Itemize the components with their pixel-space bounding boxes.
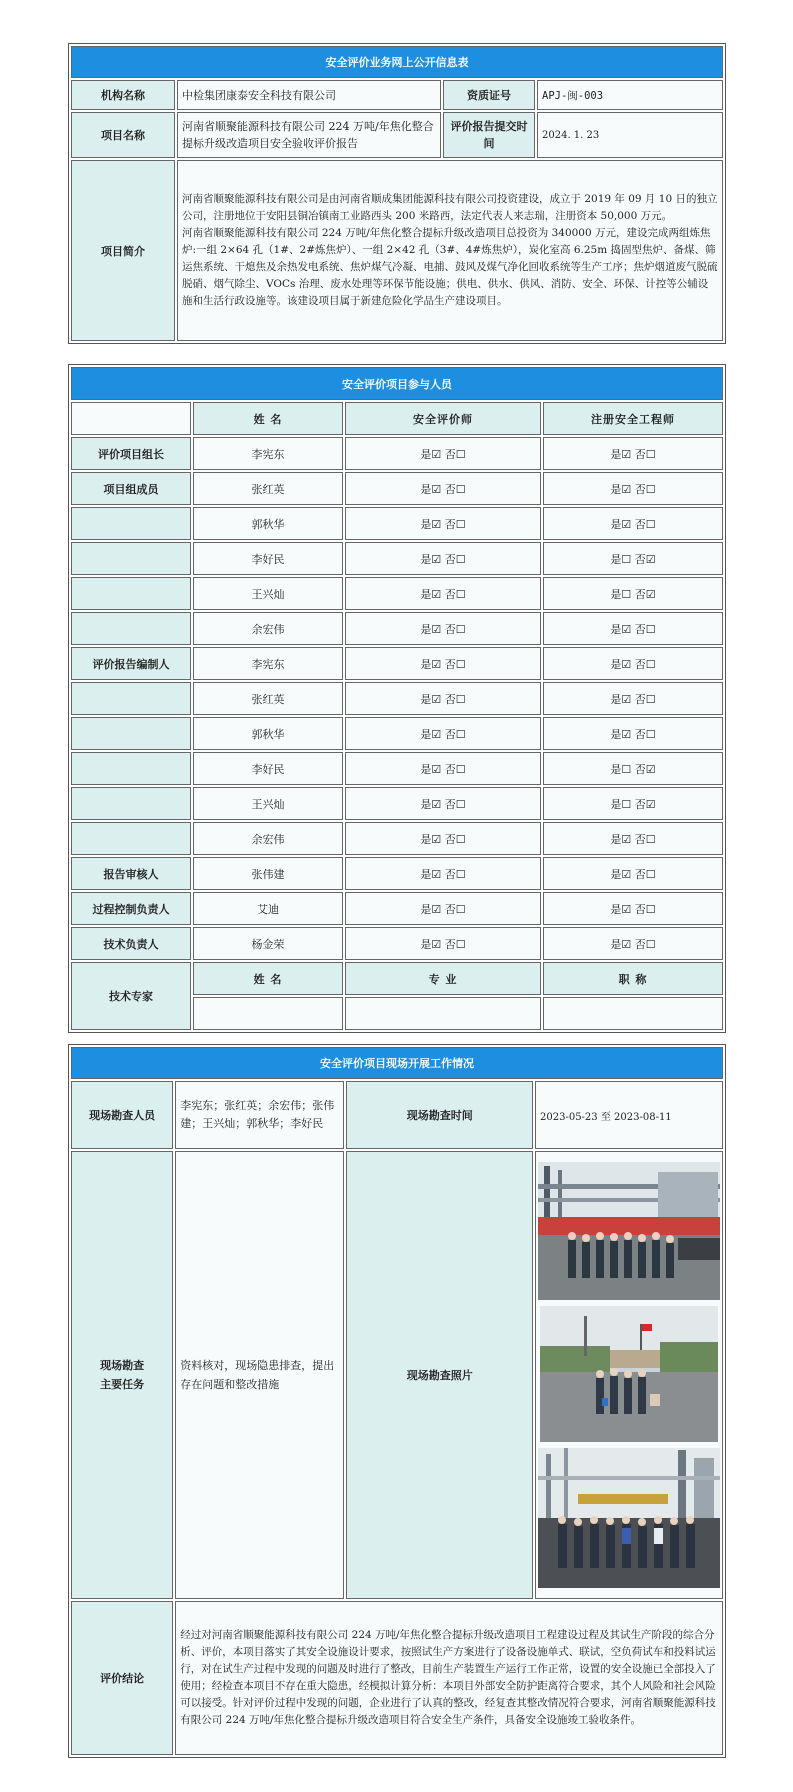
expert-col-title: 职 称 — [543, 962, 723, 995]
staff-name: 张红英 — [193, 472, 343, 505]
staff-row — [71, 472, 723, 505]
staff-engineer-check: 是☑ 否☐ — [543, 437, 723, 470]
staff-row — [71, 437, 723, 470]
staff-row — [71, 892, 723, 925]
staff-row — [71, 647, 723, 680]
expert-col-major: 专 业 — [345, 962, 541, 995]
staff-name: 张伟建 — [193, 857, 343, 890]
staff-table-title: 安全评价项目参与人员 — [71, 367, 723, 400]
staff-name: 郭秋华 — [193, 717, 343, 750]
staff-header-empty — [71, 402, 191, 435]
staff-engineer-check: 是☑ 否☐ — [543, 507, 723, 540]
staff-name: 郭秋华 — [193, 507, 343, 540]
survey-time-value: 2023-05-23 至 2023-08-11 — [535, 1081, 723, 1149]
staff-evaluator-check: 是☑ 否☐ — [345, 507, 541, 540]
staff-row — [71, 857, 723, 890]
staff-role: 报告审核人 — [71, 857, 191, 890]
staff-role: 评价项目组长 — [71, 437, 191, 470]
staff-engineer-check: 是☑ 否☐ — [543, 472, 723, 505]
staff-name: 余宏伟 — [193, 822, 343, 855]
staff-engineer-check: 是☑ 否☐ — [543, 822, 723, 855]
report-time-label: 评价报告提交时间 — [443, 112, 535, 158]
staff-name: 艾迪 — [193, 892, 343, 925]
staff-engineer-check: 是☑ 否☐ — [543, 927, 723, 960]
expert-label: 技术专家 — [71, 962, 191, 1030]
site-photo-2 — [540, 1306, 718, 1442]
photo-cell — [535, 1151, 723, 1599]
staff-name: 杨金荣 — [193, 927, 343, 960]
staff-engineer-check: 是☐ 否☑ — [543, 787, 723, 820]
staff-row — [71, 577, 723, 610]
site-photo-1 — [538, 1162, 720, 1300]
org-value: 中检集团康泰安全科技有限公司 — [177, 80, 441, 110]
staff-row — [71, 752, 723, 785]
staff-evaluator-check: 是☑ 否☐ — [345, 577, 541, 610]
info-table-title: 安全评价业务网上公开信息表 — [71, 46, 723, 78]
staff-engineer-check: 是☑ 否☐ — [543, 682, 723, 715]
staff-evaluator-check: 是☑ 否☐ — [345, 927, 541, 960]
staff-name: 张红英 — [193, 682, 343, 715]
col-evaluator-header: 安全评价师 — [345, 402, 541, 435]
staff-role — [71, 752, 191, 785]
col-engineer-header: 注册安全工程师 — [543, 402, 723, 435]
staff-engineer-check: 是☐ 否☑ — [543, 542, 723, 575]
intro-label: 项目简介 — [71, 160, 175, 341]
cert-label: 资质证号 — [443, 80, 535, 110]
intro-text — [177, 160, 723, 341]
site-photo-3 — [538, 1448, 720, 1588]
staff-row — [71, 787, 723, 820]
col-name-header: 姓 名 — [193, 402, 343, 435]
expert-col-name: 姓 名 — [193, 962, 343, 995]
staff-row — [71, 822, 723, 855]
task-value: 资料核对，现场隐患排查，提出存在问题和整改措施 — [175, 1151, 344, 1599]
staff-evaluator-check: 是☑ 否☐ — [345, 787, 541, 820]
conclusion-value: 经过对河南省顺聚能源科技有限公司 224 万吨/年焦化整合提标升级改造项目工程建设过程及其试生产阶段的综合分析、评价，本项目落实了其安全设施设计要求，按照试生产方案进行了设备设施单式、联试，空负荷试车和投料试运行，对在试生产过程中发现的问题及时进行了整改，目前生产装置生产运行工作正常，设置的安全设施已全部投入了使用；经检查本项目不存在重大隐患，经模拟计算分析：本项目外部安全防护距离符合要求，其个人风险和社会风险可以接受。针对评价过程中发现的问题，企业进行了认真的整改，经复查其整改情况符合要求，河南省顺聚能源科技有限公司 224 万吨/年焦化整合提标升级改造项目符合安全生产条件，具备安全设施竣工验收条件。 — [175, 1601, 723, 1755]
staff-evaluator-check: 是☑ 否☐ — [345, 472, 541, 505]
report-time-value: 2024. 1. 23 — [537, 112, 723, 158]
staff-evaluator-check: 是☑ 否☐ — [345, 857, 541, 890]
staff-name: 李宪东 — [193, 437, 343, 470]
staff-role — [71, 822, 191, 855]
intro-paragraph-2: 河南省顺聚能源科技有限公司 224 万吨/年焦化整合提标升级改造项目总投资为 340000 万元，建设完成两组炼焦炉:一组 2×64 孔（1#、2#炼焦炉）、一组 2×42 孔（3#、4#炼焦炉），炭化室高 6.25m 捣固型焦炉、备煤、筛运焦系统、干熄焦及余热发电系统、焦炉煤气冷凝、电捕、鼓风及煤气净化回收系统等生产工序；焦炉烟道废气脱硫脱硝、烟气除尘、VOCs 治理、废水处理等环保节能设施；供电、供水、供风、消防、安全、环保、计控等公辅设施和生活行政设施等。该建设项目属于新建危险化学品生产建设项目。 — [182, 227, 718, 307]
task-label-line-2: 主要任务 — [100, 1378, 145, 1391]
staff-role — [71, 507, 191, 540]
staff-name: 李好民 — [193, 752, 343, 785]
staff-role: 技术负责人 — [71, 927, 191, 960]
staff-role — [71, 787, 191, 820]
staff-evaluator-check: 是☑ 否☐ — [345, 717, 541, 750]
task-label-line-1: 现场勘查 — [100, 1359, 145, 1372]
project-value: 河南省顺聚能源科技有限公司 224 万吨/年焦化整合提标升级改造项目安全验收评价报告 — [177, 112, 441, 158]
task-label — [71, 1151, 173, 1599]
survey-staff-value: 李宪东；张红英；余宏伟；张伟建；王兴灿；郭秋华；李好民 — [175, 1081, 344, 1149]
staff-engineer-check: 是☑ 否☐ — [543, 857, 723, 890]
staff-name: 王兴灿 — [193, 787, 343, 820]
expert-title-cell — [543, 997, 723, 1030]
staff-role — [71, 577, 191, 610]
staff-table — [68, 364, 726, 1033]
staff-role — [71, 612, 191, 645]
staff-row — [71, 507, 723, 540]
site-table-title: 安全评价项目现场开展工作情况 — [71, 1047, 723, 1079]
staff-engineer-check: 是☑ 否☐ — [543, 892, 723, 925]
staff-row — [71, 542, 723, 575]
staff-role — [71, 542, 191, 575]
staff-evaluator-check: 是☑ 否☐ — [345, 822, 541, 855]
staff-role — [71, 682, 191, 715]
conclusion-label: 评价结论 — [71, 1601, 173, 1755]
survey-staff-label: 现场勘查人员 — [71, 1081, 173, 1149]
staff-engineer-check: 是☐ 否☑ — [543, 752, 723, 785]
staff-row — [71, 612, 723, 645]
staff-name: 王兴灿 — [193, 577, 343, 610]
site-table — [68, 1044, 726, 1758]
staff-engineer-check: 是☑ 否☐ — [543, 717, 723, 750]
survey-time-label: 现场勘查时间 — [346, 1081, 533, 1149]
expert-name-cell — [193, 997, 343, 1030]
photo-label: 现场勘查照片 — [346, 1151, 533, 1599]
staff-row — [71, 927, 723, 960]
org-label: 机构名称 — [71, 80, 175, 110]
staff-role — [71, 717, 191, 750]
staff-role: 评价报告编制人 — [71, 647, 191, 680]
staff-evaluator-check: 是☑ 否☐ — [345, 612, 541, 645]
staff-evaluator-check: 是☑ 否☐ — [345, 542, 541, 575]
staff-name: 余宏伟 — [193, 612, 343, 645]
staff-role: 过程控制负责人 — [71, 892, 191, 925]
staff-name: 李宪东 — [193, 647, 343, 680]
staff-row — [71, 717, 723, 750]
staff-role: 项目组成员 — [71, 472, 191, 505]
info-table — [68, 43, 726, 344]
staff-engineer-check: 是☐ 否☑ — [543, 577, 723, 610]
project-label: 项目名称 — [71, 112, 175, 158]
intro-paragraph-1: 河南省顺聚能源科技有限公司是由河南省顺成集团能源科技有限公司投资建设，成立于 2019 年 09 月 10 日的独立公司，注册地位于安阳县铜冶镇南工业路西头 200 米路西，法定代表人来志瑞，注册资本 50,000 万元。 — [182, 193, 718, 222]
staff-engineer-check: 是☑ 否☐ — [543, 612, 723, 645]
staff-evaluator-check: 是☑ 否☐ — [345, 682, 541, 715]
staff-name: 李好民 — [193, 542, 343, 575]
expert-major-cell — [345, 997, 541, 1030]
staff-evaluator-check: 是☑ 否☐ — [345, 892, 541, 925]
staff-engineer-check: 是☑ 否☐ — [543, 647, 723, 680]
cert-value: APJ-闽-003 — [537, 80, 723, 110]
staff-evaluator-check: 是☑ 否☐ — [345, 647, 541, 680]
staff-row — [71, 682, 723, 715]
staff-evaluator-check: 是☑ 否☐ — [345, 437, 541, 470]
staff-evaluator-check: 是☑ 否☐ — [345, 752, 541, 785]
